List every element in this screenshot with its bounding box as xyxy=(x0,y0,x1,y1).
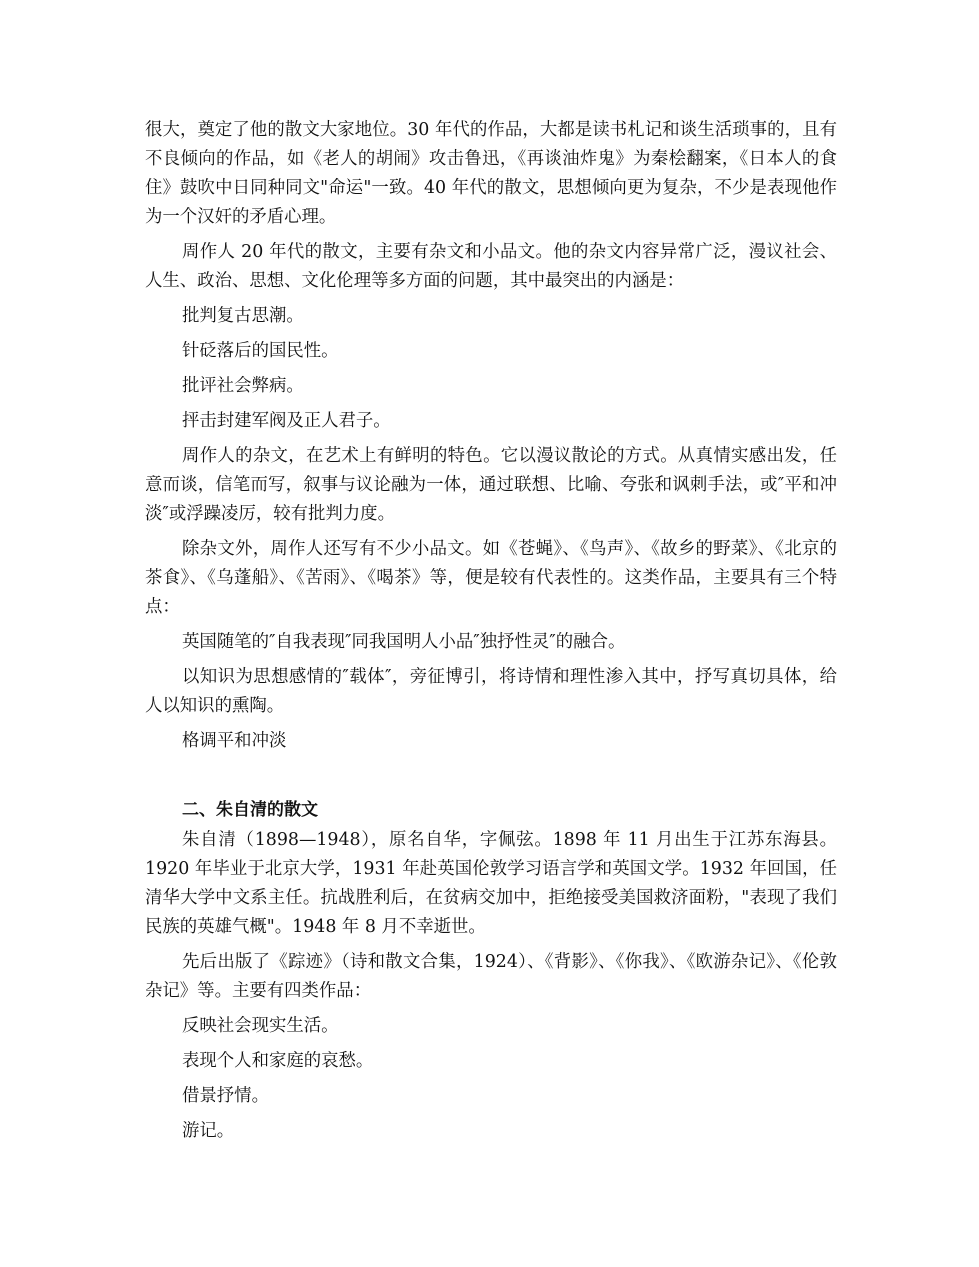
list-item: 借景抒情。 xyxy=(182,1086,269,1106)
list-item: 英国随笔的″自我表现″同我国明人小品″独抒性灵″的融合。 xyxy=(182,632,626,652)
document-body xyxy=(145,116,837,1146)
list-item: 表现个人和家庭的哀愁。 xyxy=(182,1051,374,1071)
paragraph-zhu-biography: 朱自清（1898—1948），原名自华，字佩弦。1898 年 11 月出生于江苏东海县。1920 年毕业于北京大学，1931 年赴英国伦敦学习语言学和英国文学。1932 年回国，任清华大学中文系主任。抗战胜利后，在贫病交加中，拒绝接受美国救济面粉，"表现了我们民族的英雄气概"。1948 年 8 月不幸逝世。 xyxy=(145,830,837,937)
list-item: 批判复古思潮。 xyxy=(182,306,304,326)
paragraph-zhou-xiaopin: 除杂文外，周作人还写有不少小品文。如《苍蝇》、《鸟声》、《故乡的野菜》、《北京的茶食》、《乌蓬船》、《苦雨》、《喝茶》等，便是较有代表性的。这类作品，主要具有三个特点： xyxy=(145,539,837,617)
list-item: 批评社会弊病。 xyxy=(182,376,304,396)
list-item: 针砭落后的国民性。 xyxy=(182,341,339,361)
list-item: 抨击封建军阀及正人君子。 xyxy=(182,411,391,431)
paragraph-zhou-30s-40s: 很大，奠定了他的散文大家地位。30 年代的作品，大都是读书札记和谈生活琐事的，且有不良倾向的作品，如《老人的胡闹》攻击鲁迅，《再谈油炸鬼》为秦桧翻案，《日本人的食住》鼓吹中日同种同文"命运"一致。40 年代的散文，思想倾向更为复杂，不少是表现他作为一个汉奸的矛盾心理。 xyxy=(145,120,837,227)
list-item: 反映社会现实生活。 xyxy=(182,1016,339,1036)
list-item: 游记。 xyxy=(182,1121,235,1141)
section-heading: 二、朱自清的散文 xyxy=(182,800,318,820)
paragraph-zhou-zazhi-intro: 周作人 20 年代的散文，主要有杂文和小品文。他的杂文内容异常广泛，漫议社会、人生、政治、思想、文化伦理等多方面的问题，其中最突出的内涵是： xyxy=(145,242,837,291)
list-item: 以知识为思想感情的″载体″，旁征博引，将诗情和理性渗入其中，抒写真切具体，给人以知识的熏陶。 xyxy=(145,667,837,716)
paragraph-zhou-zazhi-art: 周作人的杂文，在艺术上有鲜明的特色。它以漫议散论的方式。从真情实感出发，任意而谈，信笔而写，叙事与议论融为一体，通过联想、比喻、夸张和讽刺手法，或″平和冲淡″或浮躁凌厉，较有批判力度。 xyxy=(145,446,837,524)
paragraph-zhu-works: 先后出版了《踪迹》（诗和散文合集，1924）、《背影》、《你我》、《欧游杂记》、《伦敦杂记》等。主要有四类作品： xyxy=(145,952,837,1001)
list-item: 格调平和冲淡 xyxy=(182,731,287,751)
